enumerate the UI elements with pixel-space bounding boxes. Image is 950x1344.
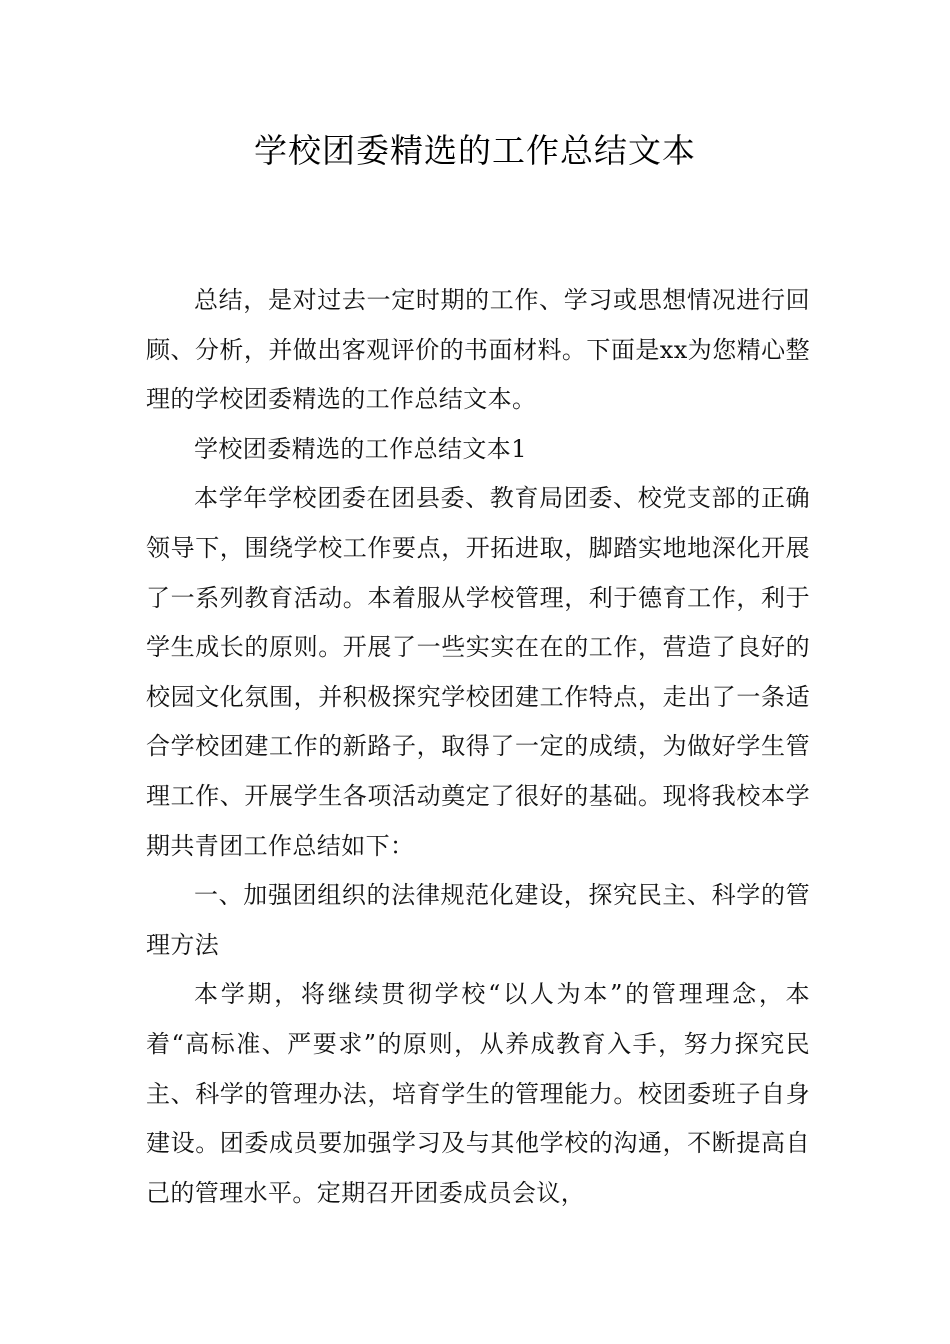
body-paragraph: 本学期，将继续贯彻学校“以人为本”的管理理念，本着“高标准、严要求”的原则，从养成教育入手，努力探究民主、科学的管理办法，培育学生的管理能力。校团委班子自身建设。团委成员要加强学习及与其他学校的沟通，不断提高自己的管理水平。定期召开团委成员会议， [146, 980, 810, 1207]
subsection-heading: 一、加强团组织的法律规范化建设，探究民主、科学的管理方法 [146, 881, 810, 959]
body-paragraph: 本学年学校团委在团县委、教育局团委、校党支部的正确领导下，围绕学校工作要点，开拓进取，脚踏实地地深化开展了一系列教育活动。本着服从学校管理，利于德育工作，利于学生成长的原则。开展了一些实实在在的工作，营造了良好的校园文化氛围，并积极探究学校团建工作特点，走出了一条适合学校团建工作的新路子，取得了一定的成绩，为做好学生管理工作、开展学生各项活动奠定了很好的基础。现将我校本学期共青团工作总结如下： [146, 484, 810, 860]
intro-paragraph: 总结，是对过去一定时期的工作、学习或思想情况进行回顾、分析，并做出客观评价的书面材料。下面是xx为您精心整理的学校团委精选的工作总结文本。 [146, 286, 810, 414]
document-body [146, 276, 810, 1218]
document-title: 学校团委精选的工作总结文本 [254, 131, 696, 170]
section-heading: 学校团委精选的工作总结文本1 [194, 434, 527, 463]
